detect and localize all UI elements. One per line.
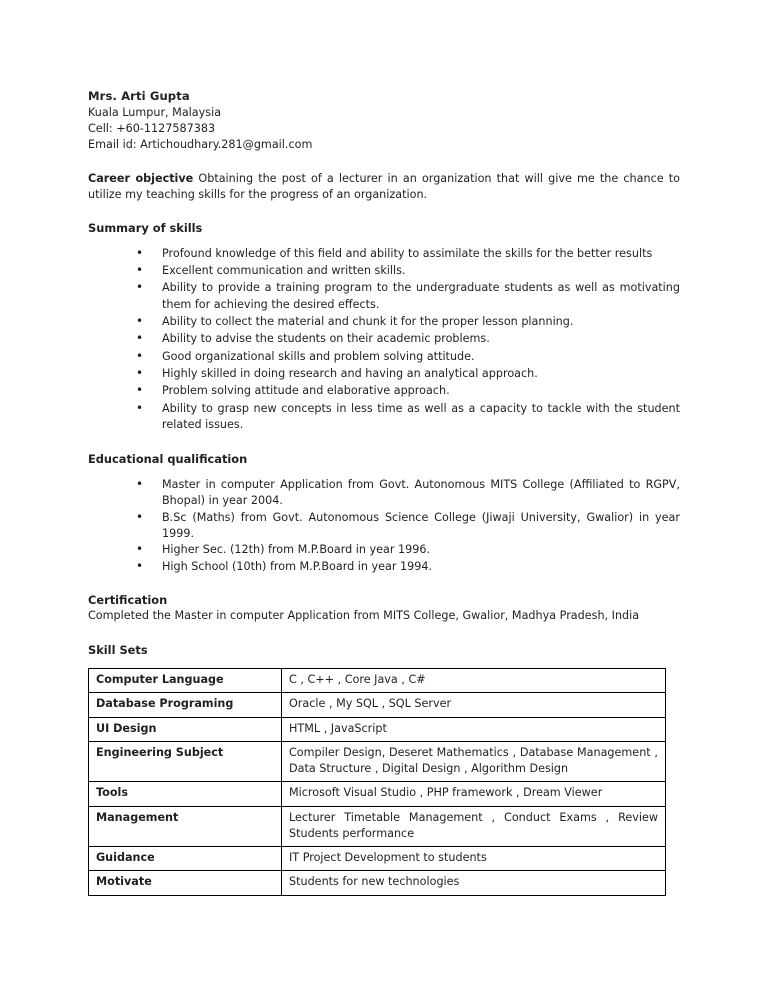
career-objective-text: Obtaining the post of a lecturer in an organization that will give me the chance to utilize my teaching skills for the progress of an organization. [88,171,680,201]
table-row [89,871,666,895]
section-title-summary: Summary of skills [88,220,203,235]
spacer [88,434,680,451]
table-row [89,693,666,717]
candidate-email: Email id: Artichoudhary.281@gmail.com [88,138,313,152]
table-row [89,847,666,871]
list-item: • B.Sc (Maths) from Govt. Autonomous Science College (Jiwaji University, Gwalior) in year 1999. [136,510,680,543]
list-item: • Ability to grasp new concepts in less time as well as a capacity to tackle with the student related issues. [136,401,680,434]
list-item: • Ability to provide a training program to the undergraduate students as well as motivating them for achieving the desired effects. [136,280,680,313]
spacer [88,203,680,220]
spacer [88,154,680,171]
education-list [88,477,680,575]
list-item: • Profound knowledge of this field and ability to assimilate the skills for the better results [136,246,680,262]
list-item: • Problem solving attitude and elaborative approach. [136,383,680,399]
table-row [89,806,666,846]
skill-category: UI Design [89,717,282,741]
career-objective [88,171,680,203]
spacer [88,468,680,477]
section-title-education: Educational qualification [88,452,248,467]
skill-category: Engineering Subject [89,741,282,781]
skill-category: Motivate [89,871,282,895]
table-row [89,741,666,781]
skill-value: Microsoft Visual Studio , PHP framework , Dream Viewer [282,782,666,806]
skill-value: Oracle , My SQL , SQL Server [282,693,666,717]
certification-text: Completed the Master in computer Application from MITS College, Gwalior, Madhya Pradesh, India [88,609,640,623]
table-row [89,669,666,693]
skill-value: Students for new technologies [282,871,666,895]
table-row [89,717,666,741]
list-item: • Ability to collect the material and chunk it for the proper lesson planning. [136,314,680,330]
list-item: • Ability to advise the students on their academic problems. [136,331,680,347]
list-item: • Higher Sec. (12th) from M.P.Board in year 1996. [136,542,680,558]
candidate-name: Mrs. Arti Gupta [88,89,190,103]
career-objective-label: Career objective [88,171,194,185]
skill-value: IT Project Development to students [282,847,666,871]
skill-value: HTML , JavaScript [282,717,666,741]
table-row [89,782,666,806]
candidate-phone: Cell: +60-1127587383 [88,122,216,136]
skill-category: Computer Language [89,669,282,693]
skill-value: Compiler Design, Deseret Mathematics , Database Management , Data Structure , Digital Design , Algorithm Design [282,741,666,781]
list-item: • Master in computer Application from Govt. Autonomous MITS College (Affiliated to RGPV, Bhopal) in year 2004. [136,477,680,510]
skill-category: Database Programing [89,693,282,717]
list-item: • High School (10th) from M.P.Board in year 1994. [136,559,680,575]
skill-category: Management [89,806,282,846]
spacer [88,625,680,642]
list-item: • Excellent communication and written skills. [136,263,680,279]
list-item: • Good organizational skills and problem solving attitude. [136,349,680,365]
summary-of-skills-list [88,246,680,434]
skill-value: C , C++ , Core Java , C# [282,669,666,693]
spacer [88,237,680,246]
candidate-location: Kuala Lumpur, Malaysia [88,105,222,119]
section-title-skill-sets: Skill Sets [88,642,148,657]
skill-category: Guidance [89,847,282,871]
skill-sets-table [88,668,666,895]
spacer [88,575,680,592]
resume-body [88,88,680,896]
section-title-certification: Certification [88,592,168,607]
skill-value: Lecturer Timetable Management , Conduct Exams , Review Students performance [282,806,666,846]
contact-block [88,88,680,154]
skill-category: Tools [89,782,282,806]
list-item: • Highly skilled in doing research and having an analytical approach. [136,366,680,382]
